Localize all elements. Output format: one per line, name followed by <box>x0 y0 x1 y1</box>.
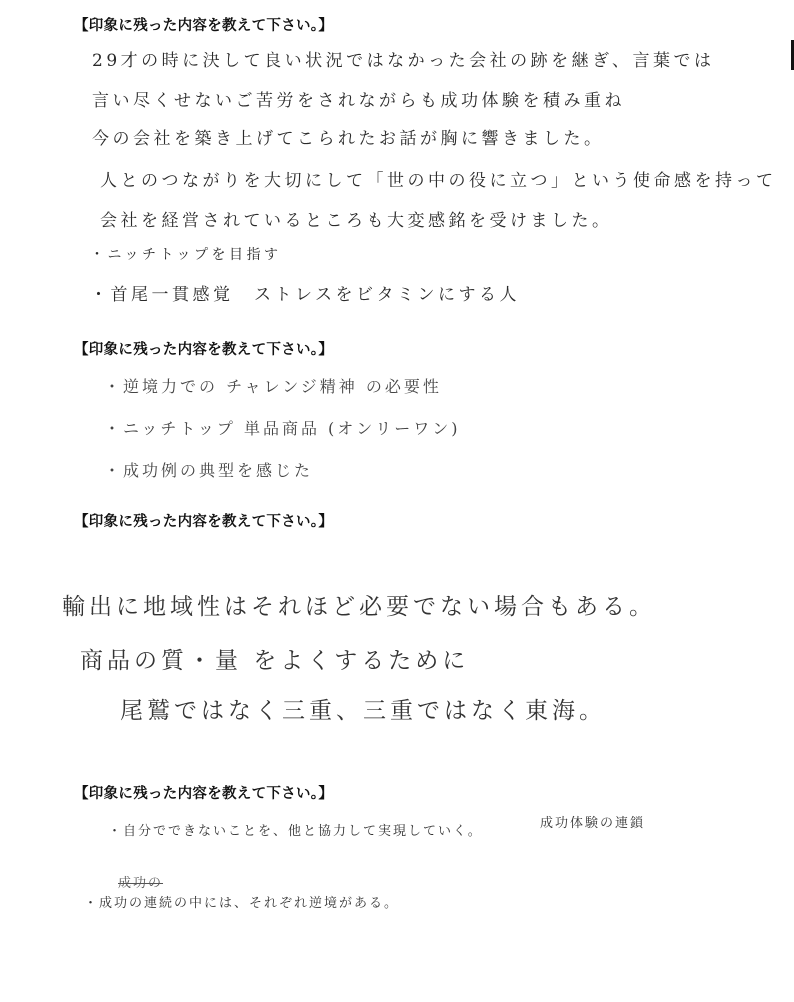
handwritten-line: ・成功例の典型を感じた <box>104 461 314 480</box>
handwritten-line: 今の会社を築き上げてこられたお話が胸に響きました。 <box>92 129 605 149</box>
handwritten-line: ・自分でできないことを、他と協力して実現していく。 <box>108 824 483 839</box>
handwritten-line: ・ニッチトップ 単品商品 (オンリーワン) <box>104 419 461 438</box>
handwritten-line: 商品の質・量 をよくするために <box>80 648 470 674</box>
handwritten-line: 人とのつながりを大切にして「世の中の役に立つ」という使命感を持って <box>100 171 777 191</box>
handwritten-line: ・首尾一貫感覚 ストレスをビタミンにする人 <box>90 285 520 305</box>
handwritten-line: 輸出に地域性はそれほど必要でない場合もある。 <box>62 594 656 620</box>
handwritten-line: 成功体験の連鎖 <box>540 816 646 831</box>
section-heading: 【印象に残った内容を教えて下さい。】 <box>74 514 334 530</box>
section-heading: 【印象に残った内容を教えて下さい。】 <box>74 342 334 358</box>
handwritten-line: ・逆境力での チャレンジ精神 の必要性 <box>104 377 442 396</box>
handwritten-line: ・ニッチトップを目指す <box>90 247 282 263</box>
handwritten-line: 会社を経営されているところも大変感銘を受けました。 <box>100 211 613 231</box>
handwritten-line: 尾鷲ではなく三重、三重ではなく東海。 <box>120 698 606 724</box>
section-heading: 【印象に残った内容を教えて下さい。】 <box>74 18 334 34</box>
section-heading: 【印象に残った内容を教えて下さい。】 <box>74 786 334 802</box>
handwritten-line: 29才の時に決して良い状況ではなかった会社の跡を継ぎ、言葉では <box>92 51 715 71</box>
handwritten-line: 言い尽くせないご苦労をされながらも成功体験を積み重ね <box>92 91 625 111</box>
handwritten-line: ・成功の連続の中には、それぞれ逆境がある。 <box>84 896 400 911</box>
struck-out-text: 成功の <box>118 876 164 891</box>
